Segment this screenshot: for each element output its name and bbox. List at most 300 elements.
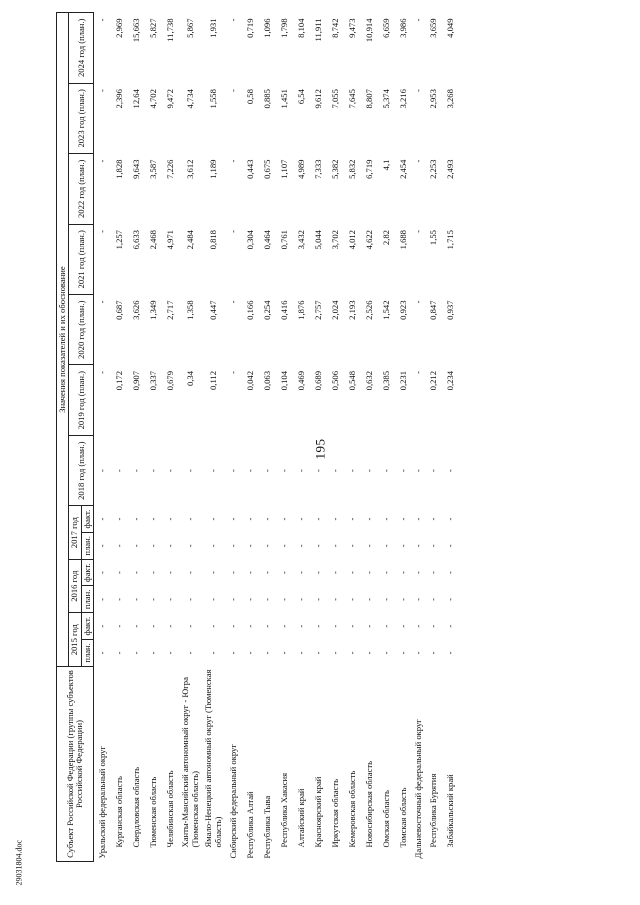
table-row (293, 13, 310, 862)
row-value: 7,226 (165, 159, 176, 179)
row-value: 0,548 (346, 370, 357, 391)
row-subject: Тюменская область (148, 776, 159, 848)
row-value: - (397, 597, 408, 601)
row-value: - (380, 624, 391, 628)
row-value: - (97, 159, 108, 163)
table-row (202, 13, 225, 862)
row-value: - (165, 597, 176, 601)
row-value: 0,907 (131, 370, 142, 391)
row-value: - (329, 651, 340, 655)
row-value: - (413, 18, 424, 22)
header-subject: Субъект Российской Федерации (группы субъектов Российской Федерации) (57, 667, 94, 862)
row-value: - (148, 544, 159, 548)
row-value: - (295, 544, 306, 548)
row-value: - (97, 370, 108, 374)
row-value: - (413, 469, 424, 473)
header-2020: 2020 год (план.) (69, 295, 94, 365)
row-value: - (97, 651, 108, 655)
row-value: 0,172 (114, 370, 125, 391)
row-value: 0,34 (185, 370, 196, 387)
row-value: - (227, 469, 238, 473)
row-value: 7,645 (346, 89, 357, 109)
row-value: - (227, 89, 238, 92)
row-value: - (445, 571, 456, 575)
row-value: - (329, 624, 340, 628)
row-value: 4,989 (295, 159, 306, 179)
row-value: 0,469 (295, 370, 306, 391)
row-value: - (97, 571, 108, 575)
row-value: - (185, 571, 196, 575)
row-value: 0,937 (445, 300, 456, 320)
header-2015-plan: план. (81, 639, 93, 666)
row-value: 2,193 (346, 300, 357, 320)
row-value: 5,044 (312, 230, 323, 250)
row-value: 2,953 (428, 89, 439, 109)
row-value: 0,063 (261, 370, 272, 391)
row-value: 4,622 (363, 230, 374, 250)
row-value: - (445, 597, 456, 601)
row-value: - (244, 597, 255, 601)
row-value: - (363, 517, 374, 521)
row-value: - (207, 571, 218, 575)
row-value: 0,632 (363, 370, 374, 391)
row-value: - (131, 651, 142, 655)
row-value: 0,416 (278, 300, 289, 320)
row-value: - (445, 469, 456, 473)
row-value: 0,761 (278, 230, 289, 250)
row-value: - (295, 624, 306, 628)
row-value: - (295, 469, 306, 473)
row-value: 0,506 (329, 370, 340, 391)
row-value: 0,464 (261, 230, 272, 250)
row-value: - (278, 544, 289, 548)
row-value: - (227, 544, 238, 548)
row-value: 9,612 (312, 89, 323, 109)
row-value: - (165, 469, 176, 473)
row-value: - (445, 624, 456, 628)
row-value: - (97, 300, 108, 304)
header-row-1 (57, 13, 69, 862)
row-value: - (114, 651, 125, 655)
row-value: - (413, 159, 424, 163)
row-value: 0,443 (244, 159, 255, 179)
row-subject: Новосибирская область (363, 760, 374, 848)
row-subject: Республика Алтай (244, 791, 255, 859)
row-value: - (295, 597, 306, 601)
row-value: - (114, 597, 125, 601)
row-value: 4,734 (185, 89, 196, 109)
table-row (145, 13, 162, 862)
row-value: - (312, 624, 323, 628)
row-value: 1,542 (380, 300, 391, 320)
row-value: 7,333 (312, 159, 323, 179)
table-row (395, 13, 412, 862)
row-value: 1,189 (207, 159, 218, 179)
row-value: - (227, 18, 238, 22)
row-value: - (428, 624, 439, 628)
row-value: - (227, 370, 238, 374)
row-value: 1,798 (278, 18, 289, 38)
header-values-group: Значения показателей и их обоснование (57, 13, 69, 667)
row-value: 0,212 (428, 370, 439, 391)
row-value: 3,659 (428, 18, 439, 38)
row-value: 0,112 (207, 370, 218, 390)
row-value: - (207, 597, 218, 601)
row-value: 1,558 (207, 89, 218, 109)
row-value: - (97, 597, 108, 601)
row-value: - (380, 544, 391, 548)
row-value: 0,679 (165, 370, 176, 391)
row-subject: Республика Хакасия (278, 772, 289, 848)
row-value: - (114, 544, 125, 548)
row-value: 1,358 (185, 300, 196, 320)
row-value: - (397, 571, 408, 575)
header-2015-fact: факт. (81, 613, 93, 639)
row-value: - (363, 469, 374, 473)
row-value: 1,715 (445, 230, 456, 250)
row-value: - (428, 597, 439, 601)
row-value: - (363, 597, 374, 601)
row-value: 1,876 (295, 300, 306, 320)
row-value: - (244, 571, 255, 575)
row-value: 15,663 (131, 18, 142, 43)
row-value: - (346, 571, 357, 575)
row-value: - (329, 517, 340, 521)
row-value: - (413, 651, 424, 655)
row-value: 5,382 (329, 159, 340, 179)
row-value: - (346, 517, 357, 521)
row-value: 0,923 (397, 300, 408, 320)
row-value: - (185, 517, 196, 521)
row-value: 1,828 (114, 159, 125, 179)
row-value: 0,689 (312, 370, 323, 391)
row-value: 1,349 (148, 300, 159, 320)
row-value: - (380, 469, 391, 473)
row-value: 0,337 (148, 370, 159, 391)
row-value: - (227, 517, 238, 521)
table-row (128, 13, 145, 862)
table-row (426, 13, 443, 862)
row-value: 0,234 (445, 370, 456, 391)
indicator-table (56, 12, 460, 862)
row-value: - (329, 469, 340, 473)
row-subject: Кемеровская область (346, 770, 357, 848)
row-value: - (227, 230, 238, 233)
row-value: - (131, 571, 142, 575)
row-subject: Ямало-Ненецкий автономный округ (Тюменская область) (203, 669, 223, 848)
row-value: 2,484 (185, 230, 196, 250)
row-value: - (114, 624, 125, 628)
row-value: - (148, 651, 159, 655)
row-value: 0,304 (244, 230, 255, 250)
row-value: - (185, 544, 196, 548)
row-value: - (278, 571, 289, 575)
table-row (162, 13, 179, 862)
row-value: 3,587 (148, 159, 159, 179)
indicator-table-rotated (56, 12, 596, 862)
row-value: 3,216 (397, 89, 408, 109)
row-value: - (380, 651, 391, 655)
row-value: 6,633 (131, 230, 142, 250)
row-value: - (346, 624, 357, 628)
row-value: - (261, 571, 272, 575)
row-value: - (312, 544, 323, 548)
row-value: - (312, 517, 323, 521)
row-value: - (207, 624, 218, 628)
row-value: 2,024 (329, 300, 340, 320)
row-value: - (278, 469, 289, 473)
table-row (412, 13, 425, 862)
header-2016-plan: план. (81, 586, 93, 613)
row-value: - (428, 651, 439, 655)
row-value: - (380, 517, 391, 521)
row-value: 2,493 (445, 159, 456, 179)
header-2019: 2019 год (план.) (69, 365, 94, 435)
row-value: - (97, 89, 108, 92)
table-row (378, 13, 395, 862)
row-value: - (165, 571, 176, 575)
row-value: - (207, 651, 218, 655)
row-value: 8,807 (363, 89, 374, 109)
row-subject: Омская область (380, 790, 391, 848)
table-row (225, 13, 242, 862)
row-value: - (131, 597, 142, 601)
row-value: - (185, 469, 196, 473)
row-value: 12,64 (131, 89, 142, 109)
row-subject: Томская область (397, 787, 408, 848)
row-value: - (413, 597, 424, 601)
row-value: 2,82 (380, 230, 391, 246)
row-value: 3,268 (445, 89, 456, 109)
row-value: 3,986 (397, 18, 408, 38)
row-value: - (413, 571, 424, 575)
row-value: - (397, 624, 408, 628)
row-value: - (312, 469, 323, 473)
row-value: - (244, 544, 255, 548)
row-value: 0,385 (380, 370, 391, 391)
header-2024: 2024 год (план.) (69, 13, 94, 84)
table-row (344, 13, 361, 862)
row-value: 0,166 (244, 300, 255, 320)
row-value: - (413, 300, 424, 304)
row-value: 3,702 (329, 230, 340, 250)
row-value: 2,396 (114, 89, 125, 109)
row-value: - (445, 651, 456, 655)
row-value: - (165, 544, 176, 548)
row-value: 9,472 (165, 89, 176, 109)
row-value: - (428, 571, 439, 575)
row-value: 4,971 (165, 230, 176, 250)
table-row (179, 13, 202, 862)
row-value: - (148, 469, 159, 473)
row-value: - (165, 651, 176, 655)
row-value: 9,473 (346, 18, 357, 38)
row-value: 11,911 (312, 18, 323, 42)
header-year-2016: 2016 год (69, 559, 81, 613)
row-value: - (346, 544, 357, 548)
row-value: - (261, 517, 272, 521)
row-value: - (413, 89, 424, 92)
row-value: - (114, 517, 125, 521)
row-value: - (295, 571, 306, 575)
row-value: - (227, 300, 238, 304)
row-subject: Алтайский край (295, 788, 306, 848)
row-value: - (346, 469, 357, 473)
row-value: - (445, 544, 456, 548)
row-subject: Сибирский федеральный округ (227, 744, 238, 859)
row-value: 2,468 (148, 230, 159, 250)
row-subject: Курганская область (114, 776, 125, 848)
row-value: - (363, 624, 374, 628)
row-subject: Иркутская область (329, 778, 340, 848)
row-value: 0,719 (244, 18, 255, 38)
table-body (94, 13, 460, 862)
row-value: - (227, 651, 238, 655)
row-value: - (445, 517, 456, 521)
row-subject: Ханты-Мансийский автономный округ - Югра (Тюменская область) (180, 677, 200, 848)
row-value: - (278, 597, 289, 601)
header-2016-fact: факт. (81, 559, 93, 585)
row-value: 4,702 (148, 89, 159, 109)
row-value: 8,104 (295, 18, 306, 38)
row-value: 4,1 (380, 159, 391, 171)
row-value: - (413, 230, 424, 233)
row-value: - (397, 651, 408, 655)
table-row (310, 13, 327, 862)
row-subject: Республика Бурятия (428, 773, 439, 848)
row-value: 2,526 (363, 300, 374, 320)
row-value: 1,688 (397, 230, 408, 250)
row-value: - (207, 517, 218, 521)
row-value: 1,257 (114, 230, 125, 250)
row-value: - (97, 517, 108, 521)
table-row (361, 13, 378, 862)
row-value: - (346, 597, 357, 601)
row-value: - (363, 544, 374, 548)
row-value: 2,969 (114, 18, 125, 38)
header-2017-plan: план. (81, 532, 93, 559)
row-value: - (363, 571, 374, 575)
row-value: - (428, 544, 439, 548)
row-value: - (244, 651, 255, 655)
row-value: - (97, 544, 108, 548)
row-value: 6,659 (380, 18, 391, 38)
row-value: 0,104 (278, 370, 289, 391)
row-value: - (207, 544, 218, 548)
row-value: 5,867 (185, 18, 196, 38)
row-value: - (413, 370, 424, 374)
row-value: - (244, 517, 255, 521)
row-value: - (295, 651, 306, 655)
row-value: - (312, 651, 323, 655)
row-value: 6,719 (363, 159, 374, 179)
page-number-text: 195 (312, 438, 327, 460)
row-value: 3,626 (131, 300, 142, 320)
row-subject: Уральский федеральный округ (97, 745, 108, 859)
row-value: 5,827 (148, 18, 159, 38)
row-value: 0,818 (207, 230, 218, 250)
row-value: - (227, 571, 238, 575)
row-value: 2,253 (428, 159, 439, 179)
row-value: - (185, 624, 196, 628)
row-value: 0,231 (397, 370, 408, 391)
row-value: - (148, 597, 159, 601)
row-value: - (295, 517, 306, 521)
row-value: - (114, 571, 125, 575)
row-value: - (428, 469, 439, 473)
row-value: - (312, 571, 323, 575)
row-value: - (329, 544, 340, 548)
row-value: - (329, 597, 340, 601)
row-value: - (261, 469, 272, 473)
header-2021: 2021 год (план.) (69, 224, 94, 294)
row-value: - (114, 469, 125, 473)
row-value: 1,931 (207, 18, 218, 38)
row-value: - (185, 651, 196, 655)
row-value: - (148, 571, 159, 575)
row-value: - (261, 597, 272, 601)
row-value: 3,612 (185, 159, 196, 179)
row-value: - (244, 469, 255, 473)
row-value: 0,58 (244, 89, 255, 105)
row-value: - (165, 517, 176, 521)
row-value: 7,055 (329, 89, 340, 109)
row-value: - (131, 469, 142, 473)
row-value: 0,687 (114, 300, 125, 320)
row-value: 5,374 (380, 89, 391, 109)
row-value: - (185, 597, 196, 601)
row-value: - (131, 624, 142, 628)
row-value: 6,54 (295, 89, 306, 105)
row-value: 0,885 (261, 89, 272, 109)
footer-code: 29031804.doc (14, 839, 24, 886)
row-value: - (207, 469, 218, 473)
row-value: - (227, 624, 238, 628)
row-value: - (428, 517, 439, 521)
row-value: - (131, 517, 142, 521)
row-subject: Челябинская область (165, 770, 176, 848)
row-value: 9,643 (131, 159, 142, 179)
row-subject: Забайкальский край (445, 774, 456, 848)
row-value: 0,042 (244, 370, 255, 391)
row-value: - (148, 517, 159, 521)
table-row (443, 13, 460, 862)
row-value: - (397, 517, 408, 521)
row-value: 4,012 (346, 230, 357, 250)
row-subject: Дальневосточный федеральный округ (413, 719, 424, 859)
row-value: - (278, 517, 289, 521)
row-value: - (227, 159, 238, 163)
table-row (327, 13, 344, 862)
row-value: - (244, 624, 255, 628)
row-value: 1,096 (261, 18, 272, 38)
table-header (57, 13, 94, 862)
row-value: - (97, 18, 108, 22)
row-value: - (346, 651, 357, 655)
row-value: 0,254 (261, 300, 272, 320)
row-value: - (329, 571, 340, 575)
row-value: 11,738 (165, 18, 176, 42)
row-subject: Красноярский край (312, 776, 323, 848)
row-value: 5,832 (346, 159, 357, 179)
table-row (111, 13, 128, 862)
row-value: 2,717 (165, 300, 176, 320)
row-value: - (165, 624, 176, 628)
row-value: 8,742 (329, 18, 340, 38)
row-value: 1,451 (278, 89, 289, 109)
row-value: - (278, 651, 289, 655)
table-row (94, 13, 112, 862)
